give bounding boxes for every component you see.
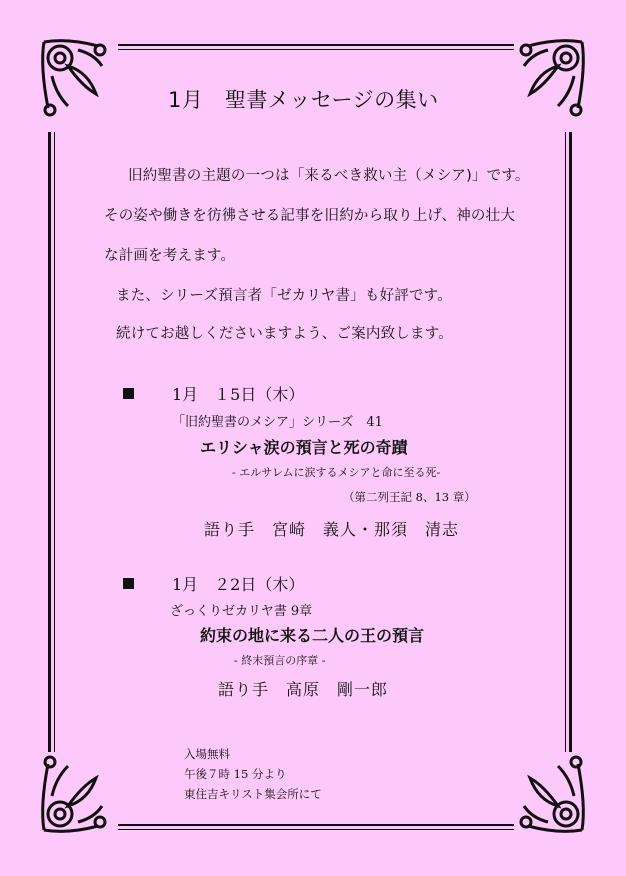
intro-line: な計画を考えます。: [104, 248, 236, 264]
ornamental-flourish-icon: [38, 754, 110, 836]
venue-note: 東住吉キリスト集会所にて: [184, 787, 322, 801]
black-square-icon: [123, 578, 134, 589]
right-border-rule: [569, 132, 572, 752]
event1-speaker: 語り手 宮崎 義人・那須 清志: [204, 520, 460, 539]
event1-series: 「旧約聖書のメシア」シリーズ 41: [172, 415, 383, 430]
event1-reference: （第二列王記 8、13 章）: [343, 490, 476, 504]
event2-title: 約束の地に来る二人の王の預言: [200, 626, 425, 645]
intro-line: 旧約聖書の主題の一つは「来るべき救い主（メシア)」です。: [128, 168, 530, 184]
ornamental-flourish-icon: [516, 754, 588, 836]
page-title: 1月 聖書メッセージの集い: [168, 88, 439, 112]
black-square-icon: [123, 388, 134, 399]
intro-line: その姿や働きを彷彿させる記事を旧約から取り上げ、神の壮大: [104, 208, 516, 224]
top-border-rule-inner: [118, 49, 514, 50]
admission-note: 入場無料: [184, 747, 230, 761]
event2-date: [123, 572, 304, 595]
ornamental-flourish-icon: [38, 36, 110, 118]
event2-date-text: 1月 ２2日（木）: [172, 575, 305, 594]
event1-date: [123, 382, 304, 405]
ornamental-flourish-icon: [516, 36, 588, 118]
left-border-rule: [48, 132, 51, 752]
event1-subtitle: - エルサレムに涙するメシアと命に至る死-: [232, 466, 441, 479]
intro-line: 続けてお越しくださいますよう、ご案内致します。: [116, 326, 453, 342]
bottom-border-rule-inner: [118, 829, 514, 830]
event2-series: ざっくりゼカリヤ書 9章: [170, 604, 313, 619]
event1-title: エリシャ涙の預言と死の奇蹟: [200, 438, 408, 457]
start-time-note: 午後７時 15 分より: [184, 767, 287, 781]
bottom-border-rule: [118, 824, 514, 826]
event1-date-text: 1月 １5日（木）: [172, 385, 305, 404]
event2-subtitle: - 終末預言の序章 -: [234, 654, 326, 667]
event2-speaker: 語り手 高原 剛一郎: [218, 680, 389, 699]
left-border-rule-inner: [54, 132, 55, 752]
right-border-rule-inner: [565, 132, 566, 752]
top-border-rule: [118, 44, 514, 46]
intro-line: また、シリーズ預言者「ゼカリヤ書」も好評です。: [116, 288, 452, 304]
